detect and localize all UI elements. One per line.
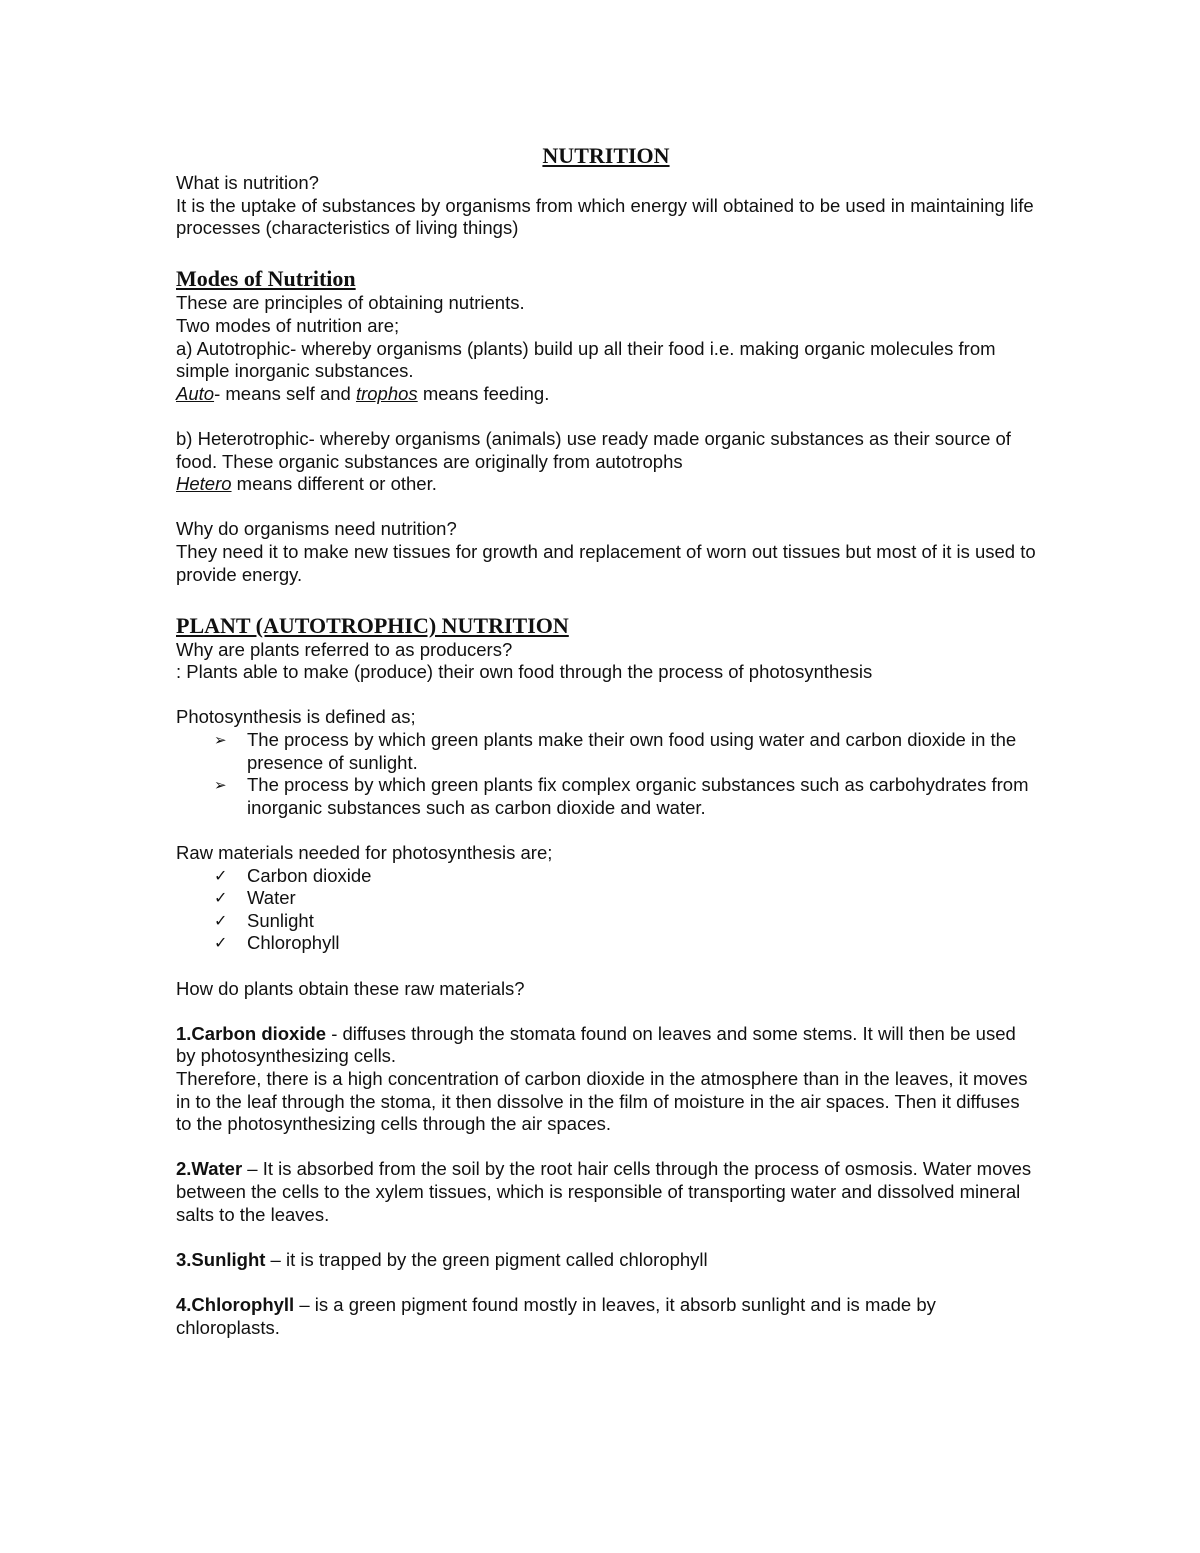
list-item [176,774,1036,819]
raw-intro: Raw materials needed for photosynthesis are; [176,842,553,864]
modes-line2: Two modes of nutrition are; [176,314,400,336]
document-body [176,140,1036,1339]
arrow-bullet-icon: ➢ [214,731,227,750]
check-icon: ✓ [214,865,228,885]
heterotrophic-text: b) Heterotrophic- whereby organisms (animals) use ready made organic substances as their source of food. These organic substances are originally from autotrophs [176,427,1011,472]
autotrophic-text: a) Autotrophic- whereby organisms (plants) build up all their food i.e. making organic molecules from simple inorganic substances. [176,337,996,382]
list-item [176,932,1036,955]
auto-end: means feeding. [417,382,550,404]
raw-material: Water [247,887,296,909]
hetero-end: means different or other. [231,473,437,495]
raw-material: Sunlight [247,909,314,931]
page-title: NUTRITION [542,143,670,168]
modes-heading: Modes of Nutrition [176,266,356,292]
water-paragraph [176,1158,1036,1226]
chlorophyll-text: – is a green pigment found mostly in leaves, it absorb sunlight and is made by chloroplasts. [176,1293,936,1338]
co2-more: Therefore, there is a high concentration of carbon dioxide in the atmosphere than in the leaves, it moves in to the leaf through the stoma, it then dissolve in the film of moisture in the air spaces. Then it diffuses to the photosynthesizing cells through the air spaces. [176,1067,1028,1135]
water-text: – It is absorbed from the soil by the root hair cells through the process of osmosis. Water moves between the cells to the xylem tissues, which is responsible of transporting water and dissolved mineral salts to the leaves. [176,1158,1032,1225]
hetero-meaning [176,473,1036,496]
plant-heading: PLANT (AUTOTROPHIC) NUTRITION [176,612,569,638]
why-answer: They need it to make new tissues for growth and replacement of worn out tissues but most of it is used to provide energy. [176,540,1036,585]
raw-material: Chlorophyll [247,932,340,954]
list-item [176,865,1036,888]
definition-text: The process by which green plants fix complex organic substances such as carbohydrates from inorganic substances such as carbon dioxide and water. [247,774,1029,818]
intro-question: What is nutrition? [176,172,319,193]
trophos-word: trophos [355,382,418,404]
co2-text: - diffuses through the stomata found on leaves and some stems. It will then be used by photosynthesizing cells. [176,1022,1016,1067]
arrow-bullet-icon: ➢ [214,776,227,795]
sunlight-paragraph [176,1249,1036,1272]
check-icon: ✓ [214,910,228,930]
chlorophyll-paragraph [176,1294,1036,1339]
co2-label: 1.Carbon dioxide [176,1022,327,1044]
list-item [176,887,1036,910]
definition-intro: Photosynthesis is defined as; [176,706,416,728]
co2-paragraph [176,1023,1036,1068]
definition-text: The process by which green plants make their own food using water and carbon dioxide in the presence of sunlight. [247,729,1017,773]
sunlight-text: – it is trapped by the green pigment called chlorophyll [265,1248,708,1270]
intro-answer: It is the uptake of substances by organisms from which energy will obtained to be used in maintaining life processes (characteristics of living things) [176,194,1034,239]
auto-meaning [176,383,1036,406]
producers-answer: : Plants able to make (produce) their own food through the process of photosynthesis [176,661,873,683]
list-item [176,910,1036,933]
raw-material: Carbon dioxide [247,864,372,886]
list-item [176,729,1036,774]
sunlight-label: 3.Sunlight [176,1248,266,1270]
chlorophyll-label: 4.Chlorophyll [176,1293,295,1315]
auto-word: Auto [176,382,215,404]
obtain-question: How do plants obtain these raw materials? [176,977,525,999]
check-icon: ✓ [214,933,228,953]
check-icon: ✓ [214,888,228,908]
modes-line1: These are principles of obtaining nutrients. [176,292,525,314]
why-question: Why do organisms need nutrition? [176,518,457,540]
auto-mid: - means self and [214,382,356,404]
definition-list [176,729,1036,819]
producers-question: Why are plants referred to as producers? [176,638,513,660]
raw-materials-list [176,865,1036,955]
hetero-word: Hetero [176,473,232,495]
water-label: 2.Water [176,1158,243,1180]
